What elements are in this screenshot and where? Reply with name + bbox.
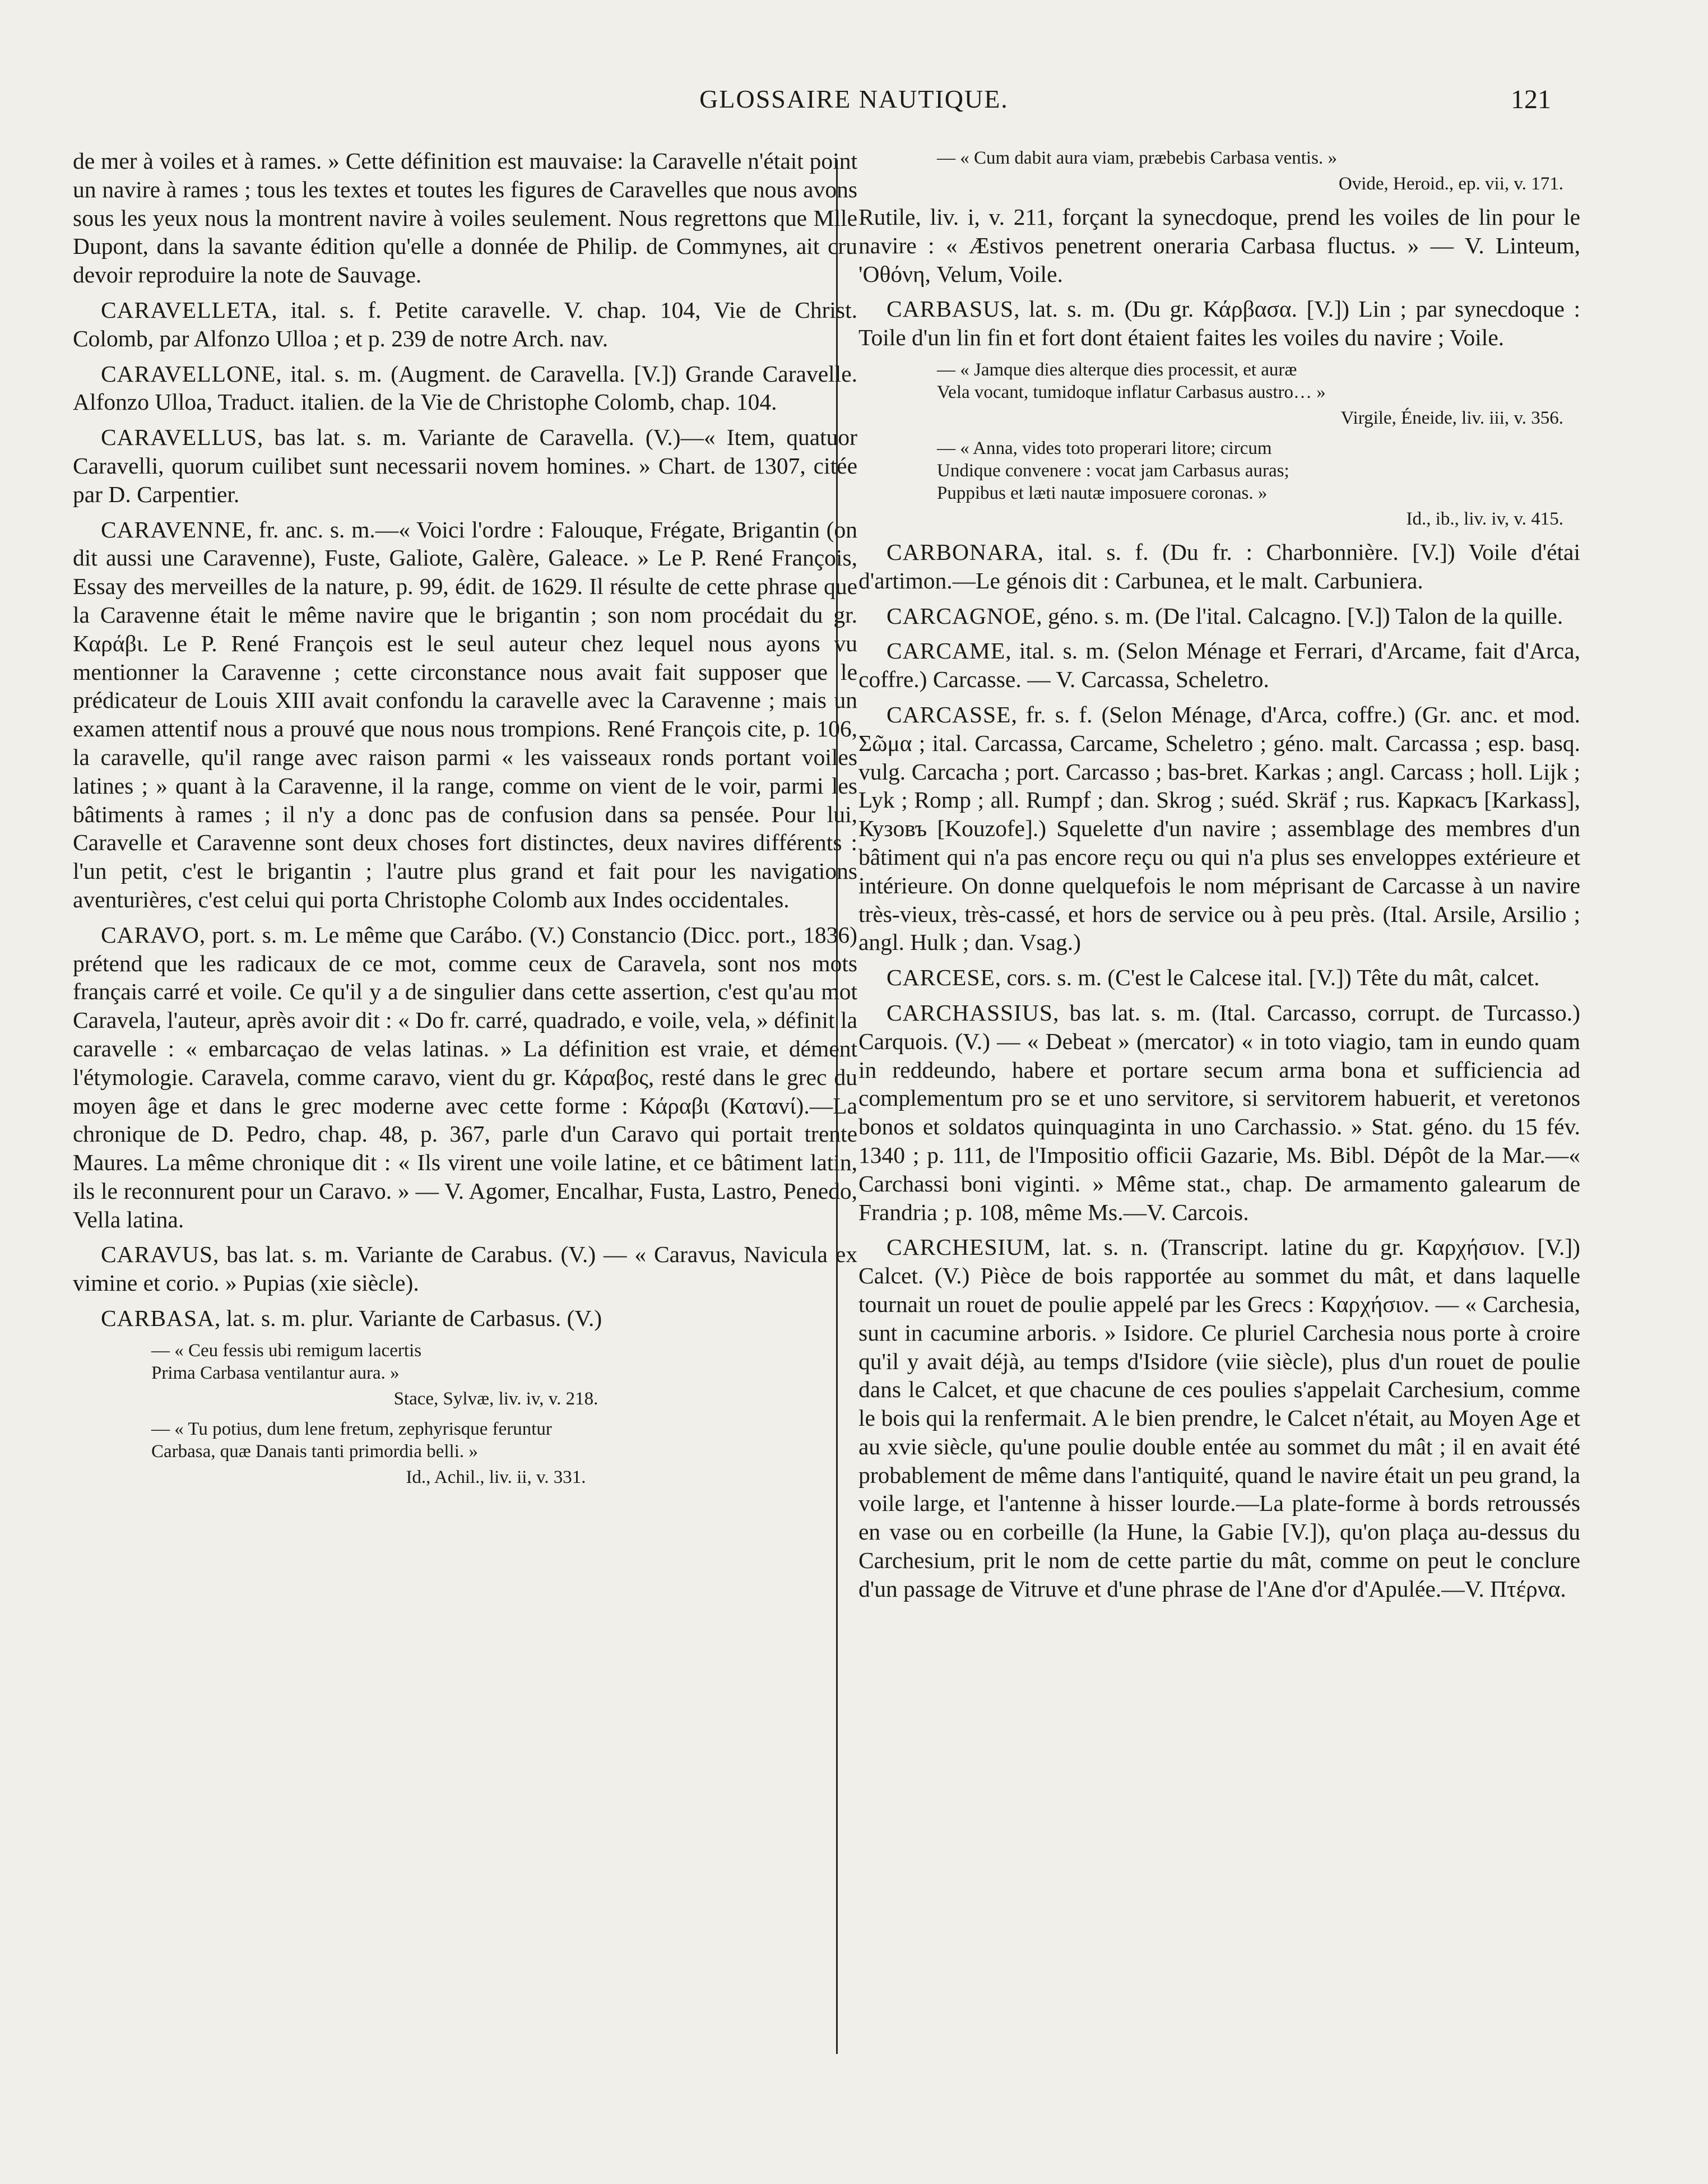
entry-text: , lat. s. m. plur. Variante de Carbasus. (V.) xyxy=(215,1305,602,1332)
verse-line: — « Anna, vides toto properari litore; circum xyxy=(937,438,1272,458)
entry-text: , ital. s. m. (Augment. de Caravella. [V.]) Grande Caravelle. Alfonzo Ulloa, Traduct. italien. de la Vie de Christophe Colomb, chap. 104. xyxy=(73,360,857,415)
verse-quote xyxy=(73,1339,857,1410)
quote-source: Id., ib., liv. iv, v. 415. xyxy=(1406,508,1563,529)
entry-text: , ital. s. m. (Selon Ménage et Ferrari, d'Arcame, fait d'Arca, coffre.) Carcasse. — V. Carcassa, Scheletro. xyxy=(858,638,1580,693)
headword: CARAVO xyxy=(101,921,199,948)
verse-line: — « Tu potius, dum lene fretum, zephyrisque feruntur xyxy=(151,1418,552,1439)
headword: CARAVUS xyxy=(101,1241,213,1268)
entry-carbonara xyxy=(858,538,1580,595)
headword: CARBONARA xyxy=(887,539,1038,565)
verse-line: — « Cum dabit aura viam, præbebis Carbasa ventis. » xyxy=(937,148,1337,168)
entry-text: , bas lat. s. m. Variante de Caravella. (V.)—« Item, quatuor Caravelli, quorum cuilibet sunt necessarii novem homines. » Chart. de 1307, citée par D. Carpentier. xyxy=(73,424,857,507)
verse-line: Undique convenere : vocat jam Carbasus auras; xyxy=(937,460,1289,481)
entry-carchesium xyxy=(858,1233,1580,1603)
headword: CARBASA xyxy=(101,1305,215,1332)
entry-carbasa xyxy=(73,1304,857,1333)
left-column xyxy=(73,147,857,1496)
paragraph xyxy=(73,147,857,289)
entry-text: , géno. s. m. (De l'ital. Calcagno. [V.]) Talon de la quille. xyxy=(1036,602,1563,629)
paragraph-text: Rutile, liv. i, v. 211, forçant la synecdoque, prend les voiles de lin pour le navire : « Æstivos penetrent oneraria Carbasa fluctus. » — V. Linteum, 'Οθόνη, Velum, Voile. xyxy=(858,204,1580,287)
entry-text: , bas lat. s. m. Variante de Carabus. (V.) — « Caravus, Navicula ex vimine et corio. » Pupias (xie siècle). xyxy=(73,1241,857,1296)
right-column xyxy=(858,147,1580,1610)
entry-caravo xyxy=(73,921,857,1234)
headword: CARCHESIUM xyxy=(887,1234,1045,1260)
quote-source: Ovide, Heroid., ep. vii, v. 171. xyxy=(1338,174,1563,194)
quote-source: Stace, Sylvæ, liv. iv, v. 218. xyxy=(393,1388,598,1409)
entry-text: , ital. s. f. (Du fr. : Charbonnière. [V.]) Voile d'étai d'artimon.—Le génois dit : Carbunea, et le malt. Carbuniera. xyxy=(858,539,1580,593)
entry-text: , bas lat. s. m. (Ital. Carcasso, corrupt. de Turcasso.) Carquois. (V.) — « Debeat » (mercator) « in toto viagio, tam in eundo quam in reddeundo, habere et portare secum arma bona et sufficiencia ad complementum pro se et uno servitore, si servitorem habuerit, et veretonos bonos et soldatos quinquaginta in uno Carchassio. » Stat. géno. du 15 fév. 1340 ; p. 111, de l'Impositio officii Gazarie, Ms. Bibl. Dépôt de la Mar.—« Carchassi boni viginti. » Même stat., chap. De armamento galearum de Frandria ; p. 108, même Ms.—V. Carcois. xyxy=(858,999,1580,1225)
verse-quote xyxy=(858,437,1580,530)
headword: CARCAGNOE xyxy=(887,602,1037,629)
entry-carcame xyxy=(858,637,1580,694)
headword: CARCHASSIUS xyxy=(887,999,1053,1026)
verse-quote xyxy=(858,359,1580,429)
verse-quote xyxy=(73,1418,857,1489)
entry-text: , cors. s. m. (C'est le Calcese ital. [V.]) Tête du mât, calcet. xyxy=(995,965,1540,991)
entry-text: , ital. s. f. Petite caravelle. V. chap. 104, Vie de Christ. Colomb, par Alfonzo Ulloa ; et p. 239 de notre Arch. nav. xyxy=(73,296,857,351)
headword: CARBASUS xyxy=(887,296,1014,322)
verse-line: Carbasa, quæ Danais tanti primordia belli. » xyxy=(151,1441,478,1462)
paragraph-text: de mer à voiles et à rames. » Cette définition est mauvaise: la Caravelle n'était point un navire à rames ; tous les textes et toutes les figures de Caravelles que nous avons sous les yeux nous la montrent navire à voiles seulement. Nous regrettons que Mlle Dupont, dans la savante édition qu'elle a donnée de Philip. de Commynes, ait cru devoir reproduire la note de Sauvage. xyxy=(73,148,857,288)
entry-text: , port. s. m. Le même que Carábo. (V.) Constancio (Dicc. port., 1836) prétend que les radicaux de ce mot, comme ceux de Caravela, sont nos mots français carré et voile. Ce qu'il y a de singulier dans cette assertion, c'est qu'au mot Caravela, l'auteur, après avoir dit : « Do fr. carré, quadrado, e voile, vela, » définit la caravelle : « embarcaçao de velas latinas. » La définition est vraie, et dément l'étymologie. Caravela, comme caravo, vient du gr. Κάραβος, resté dans le grec du moyen âge et dans le grec moderne avec cette forme : Κάραβι (Καταvί).—La chronique de D. Pedro, chap. 48, p. 367, parle d'un Caravo qui portait trente Maures. La même chronique dit : « Ils virent une voile latine, et ce bâtiment latin, ils le reconnurent pour un Caravo. » — V. Agomer, Encalhar, Fusta, Lastro, Penedo, Vella latina. xyxy=(73,921,857,1232)
entry-text: , lat. s. n. (Transcript. latine du gr. Καρχήσιον. [V.]) Calcet. (V.) Pièce de bois rapportée au sommet du mât, et dans laquelle tournait un rouet de poulie appelé par les Grecs : Καρχήσιον. — « Carchesia, sunt in cacumine arboris. » Isidore. Ce pluriel Carchesia nous porte à croire qu'il y avait déjà, au temps d'Isidore (viie siècle), plus d'un rouet de poulie dans le Calcet, et que chacune de ces poulies s'appelait Carchesium, comme le bois qui la renfermait. A le bien prendre, le Calcet n'était, au Moyen Age et au xvie siècle, qu'une poulie double entée au sommet du mât ; il en avait été probablement de même dans l'antiquité, quand le navire était un peu grand, la voile large, et l'antenne à hisser lourde.—La plate-forme à bords retroussés en vase ou en corbeille (la Hune, la Gabie [V.]), qu'on plaça au-dessus du Carchesium, prit le nom de cette partie du mât, comme on peut le conclure d'un passage de Vitruve et d'une phrase de l'Ane d'or d'Apulée.—V. Πτέρνα. xyxy=(858,1234,1580,1602)
verse-line: Vela vocant, tumidoque inflatur Carbasus austro… » xyxy=(937,382,1326,402)
entry-caravellone xyxy=(73,360,857,417)
running-title: GLOSSAIRE NAUTIQUE. xyxy=(699,85,1009,113)
entry-caravelleta xyxy=(73,296,857,353)
headword: CARAVENNE xyxy=(101,516,247,542)
entry-caravellus xyxy=(73,423,857,508)
entry-text: , lat. s. m. (Du gr. Κάρβασα. [V.]) Lin ; par synecdoque : Toile d'un lin fin et fort dont étaient faites les voiles du navire ; Voile. xyxy=(858,296,1580,351)
entry-caravus xyxy=(73,1240,857,1297)
entry-carbasus xyxy=(858,295,1580,352)
headword: CARAVELLUS xyxy=(101,424,258,451)
page-number: 121 xyxy=(1511,85,1551,114)
verse-line: — « Jamque dies alterque dies processit, et auræ xyxy=(937,359,1297,380)
headword: CARAVELLETA xyxy=(101,296,272,323)
page-header xyxy=(0,84,1708,123)
entry-carcasse xyxy=(858,701,1580,957)
headword: CARAVELLONE xyxy=(101,360,276,387)
verse-quote xyxy=(858,147,1580,195)
quote-source: Virgile, Éneide, liv. iii, v. 356. xyxy=(1340,407,1563,428)
verse-line: Puppibus et læti nautæ imposuere coronas. » xyxy=(937,483,1268,503)
paragraph xyxy=(858,203,1580,288)
entry-carcagnoe xyxy=(858,602,1580,630)
entry-caravenne xyxy=(73,516,857,914)
entry-carchassius xyxy=(858,999,1580,1226)
entry-text: , fr. s. f. (Selon Ménage, d'Arca, coffre.) (Gr. anc. et mod. Σῶμα ; ital. Carcassa, Carcame, Scheletro ; géno. malt. Carcassa ; esp. basq. vulg. Carcacha ; port. Carcasso ; bas-bret. Karkas ; angl. Carcass ; holl. Lijk ; Lyk ; Romp ; all. Rumpf ; dan. Skrog ; suéd. Skräf ; rus. Каркасъ [Karkass], Кузовъ [Kouzofe].) Squelette d'un navire ; assemblage des membres d'un bâtiment qui n'a pas encore reçu ou qui n'a plus ses enveloppes extérieure et intérieure. On donne quelquefois le nom méprisant de Carcasse à un navire très-vieux, très-cassé, et hors de service ou à peu près. (Ital. Arsile, Arsilio ; angl. Hulk ; dan. Vsag.) xyxy=(858,701,1580,956)
headword: CARCAME xyxy=(887,638,1006,664)
verse-line: Prima Carbasa ventilantur aura. » xyxy=(151,1362,400,1383)
entry-carcese xyxy=(858,963,1580,992)
headword: CARCESE xyxy=(887,965,995,991)
headword: CARCASSE xyxy=(887,701,1011,727)
quote-source: Id., Achil., liv. ii, v. 331. xyxy=(406,1467,586,1487)
entry-text: , fr. anc. s. m.—« Voici l'ordre : Falouque, Frégate, Brigantin (on dit aussi une Caravenne), Fuste, Galiote, Galère, Galeace. » Le P. René François, Essay des merveilles de la nature, p. 99, édit. de 1629. Il résulte de cette phrase que la Caravenne était le même navire que le brigantin ; son nom procédait du gr. Καράβι. Le P. René François est le seul auteur chez lequel nous ayons vu mentionner la Caravenne ; cette circonstance nous avait fait supposer que le prédicateur de Louis XIII avait confondu la caravelle avec la Caravenne ; mais un examen attentif nous a prouvé que nous nous trompions. René François cite, p. 106, la caravelle, qu'il range avec raison parmi « les vaisseaux ronds portant voiles latines ; » quant à la Caravenne, il la range, comme on vient de le voir, parmi les bâtiments à rames ; il n'y a donc pas de confusion dans sa pensée. Pour lui, Caravelle et Caravenne sont deux choses fort distinctes, deux navires différents : l'un petit, c'est le brigantin ; l'autre plus grand et fait pour les navigations aventurières, c'est celui qui porta Christophe Colomb aux Indes occidentales. xyxy=(73,516,857,912)
verse-line: — « Ceu fessis ubi remigum lacertis xyxy=(151,1340,422,1361)
